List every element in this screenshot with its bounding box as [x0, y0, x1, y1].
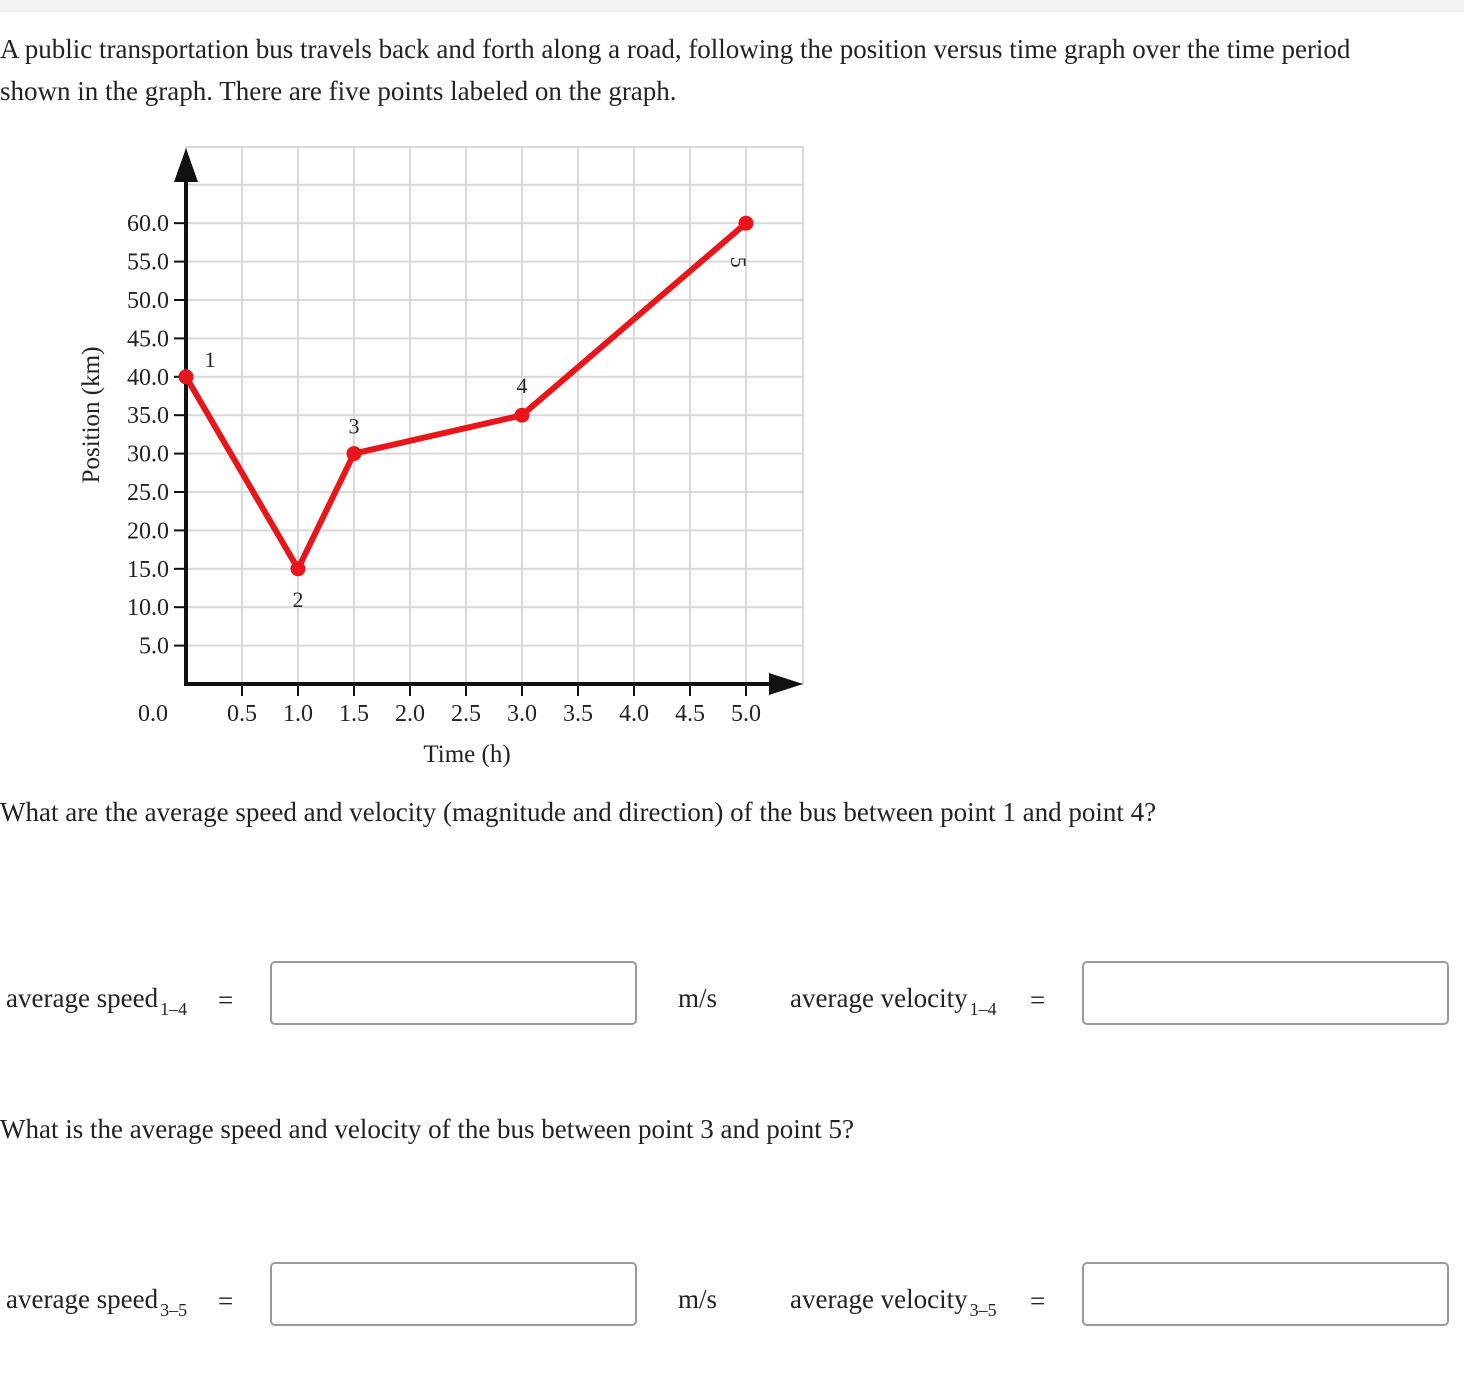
data-point-4: [515, 408, 530, 423]
x-axis-label: Time (h): [423, 741, 511, 768]
x-tick-label: 4.0: [619, 701, 649, 727]
y-axis-arrow-icon: [174, 148, 198, 182]
y-tick-label: 40.0: [127, 364, 169, 391]
data-point-1: [179, 369, 194, 384]
question-2-text: What is the average speed and velocity of the bus between point 3 and point 5?: [0, 1114, 854, 1144]
avg-velocity-3-5-subscript: 3–5: [969, 1300, 997, 1320]
point-label-3: 3: [348, 413, 360, 439]
x-tick-label: 4.5: [675, 701, 705, 727]
y-axis-label: Position (km): [78, 346, 105, 484]
point-label-1: 1: [204, 346, 216, 372]
avg-speed-3-5-input[interactable]: [270, 1262, 637, 1326]
avg-speed-3-5-subscript: 3–5: [160, 1300, 188, 1320]
x-tick-label: 3.0: [507, 701, 537, 727]
x-tick-label: 0.5: [227, 701, 257, 727]
question-1-text: What are the average speed and velocity (magnitude and direction) of the bus between point 1 and point 4?: [0, 797, 1157, 827]
x-tick-label: 1.0: [283, 701, 313, 727]
avg-speed-3-5-label-text: average speed: [6, 1284, 159, 1314]
problem-statement: [0, 28, 1464, 112]
avg-speed-1-4-label-text: average speed: [6, 983, 159, 1013]
data-point-3: [347, 446, 362, 461]
avg-speed-3-5-label: [6, 1284, 187, 1321]
data-point-5: [739, 216, 754, 231]
y-tick-label: 45.0: [127, 326, 169, 353]
y-tick-label: 15.0: [127, 556, 169, 583]
point-label-2: 2: [292, 586, 304, 612]
avg-velocity-3-5-label: [790, 1284, 997, 1321]
problem-line-2: shown in the graph. There are five points labeled on the graph.: [0, 76, 677, 106]
avg-velocity-1-4-input[interactable]: [1082, 961, 1449, 1025]
y-tick-label: 25.0: [127, 480, 169, 506]
avg-speed-1-4-subscript: 1–4: [160, 999, 188, 1019]
avg-speed-1-4-unit: m/s: [678, 983, 718, 1013]
avg-velocity-1-4-subscript: 1–4: [969, 999, 997, 1019]
avg-velocity-1-4-label-text: average velocity: [790, 983, 968, 1013]
equals-sign: =: [1030, 1286, 1046, 1316]
avg-speed-3-5-unit: m/s: [678, 1284, 718, 1314]
avg-velocity-3-5-label-text: average velocity: [790, 1284, 968, 1314]
avg-velocity-1-4-label: [790, 983, 997, 1020]
position-time-chart: [0, 130, 830, 780]
data-point-2: [291, 561, 306, 576]
problem-line-1: A public transportation bus travels back and forth along a road, following the position versus time graph over the time period: [0, 34, 1351, 64]
point-label-5: 5: [726, 256, 751, 268]
x-tick-label: 2.5: [451, 701, 481, 727]
equals-sign: =: [1030, 985, 1046, 1015]
y-tick-label: 30.0: [127, 441, 169, 468]
avg-speed-1-4-input[interactable]: [270, 961, 637, 1025]
y-tick-label: 0.0: [138, 701, 168, 727]
x-tick-label: 3.5: [563, 701, 593, 727]
avg-speed-1-4-label: [6, 983, 187, 1020]
equals-sign: =: [218, 1286, 234, 1316]
y-tick-label: 55.0: [127, 249, 169, 276]
y-tick-label: 5.0: [139, 633, 169, 660]
y-tick-label: 35.0: [127, 403, 169, 430]
y-tick-label: 50.0: [127, 288, 169, 314]
x-axis-arrow-icon: [769, 673, 803, 695]
equals-sign: =: [218, 985, 234, 1015]
x-tick-label: 5.0: [731, 701, 761, 727]
avg-velocity-3-5-input[interactable]: [1082, 1262, 1449, 1326]
top-bar: [0, 0, 1464, 12]
y-tick-label: 10.0: [127, 595, 169, 622]
y-tick-label: 60.0: [127, 211, 169, 238]
x-tick-label: 2.0: [395, 701, 425, 727]
y-tick-label: 20.0: [127, 518, 169, 545]
x-tick-label: 1.5: [339, 701, 369, 727]
point-label-4: 4: [516, 373, 528, 399]
